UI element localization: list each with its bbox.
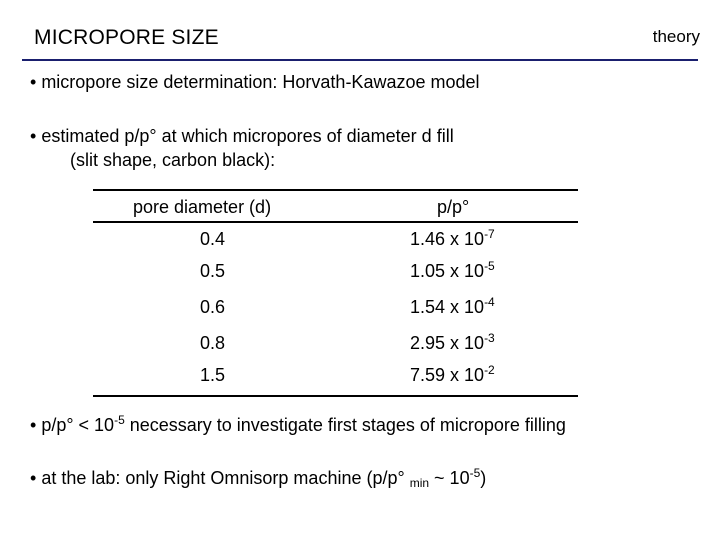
cell-pressure: 1.05 x $10^{-5}$: [410, 259, 495, 281]
cell-diameter: 0.5: [200, 261, 226, 281]
bullet-hk-model: • micropore size determination: Horvath-Kawazoe model: [30, 72, 480, 92]
table-row: [93, 327, 578, 359]
cell-pressure: 1.54 x $10^{-4}$: [410, 295, 495, 317]
table-row: [93, 255, 578, 287]
table-bottom-rule: [93, 395, 578, 397]
cell-pressure: 2.95 x $10^{-3}$: [410, 331, 495, 353]
bullet-text: estimated p/p° at which micropores of diameter d fill: [41, 126, 454, 146]
header-pore-diameter: pore diameter (d): [133, 197, 272, 217]
bullet-lab-machine: • at the lab: only Right Omnisorp machine (p/p° $_{min}$ ~ $10^{-5}$): [30, 466, 487, 490]
cell-pressure: 7.59 x $10^{-2}$: [410, 363, 495, 385]
bullet-pressure-requirement: • $p/p^\circ < 10^{-5}$ necessary to investigate first stages of micropore filling: [30, 413, 566, 435]
title-rule: [22, 59, 698, 61]
table-row: [93, 359, 578, 391]
table-row: [93, 223, 578, 255]
slide-title: MICROPORE SIZE: [34, 26, 219, 49]
cell-diameter: 0.8: [200, 333, 226, 353]
header-relative-pressure: p/p°: [437, 197, 470, 217]
pressure-table: [93, 189, 578, 397]
bullet-continuation: (slit shape, carbon black):: [70, 150, 276, 170]
table-header-row: [93, 191, 578, 221]
table-row: [93, 291, 578, 323]
cell-diameter: 0.6: [200, 297, 226, 317]
cell-pressure: 1.46 x $10^{-7}$: [410, 227, 495, 249]
cell-diameter: 1.5: [200, 365, 226, 385]
bullet-estimated: • estimated p/p° at which micropores of diameter d fill (slit shape, carbon black):: [30, 126, 454, 170]
bullet-text: micropore size determination: Horvath-Kawazoe model: [41, 72, 480, 92]
section-tag: theory: [652, 27, 700, 46]
cell-diameter: 0.4: [200, 229, 226, 249]
